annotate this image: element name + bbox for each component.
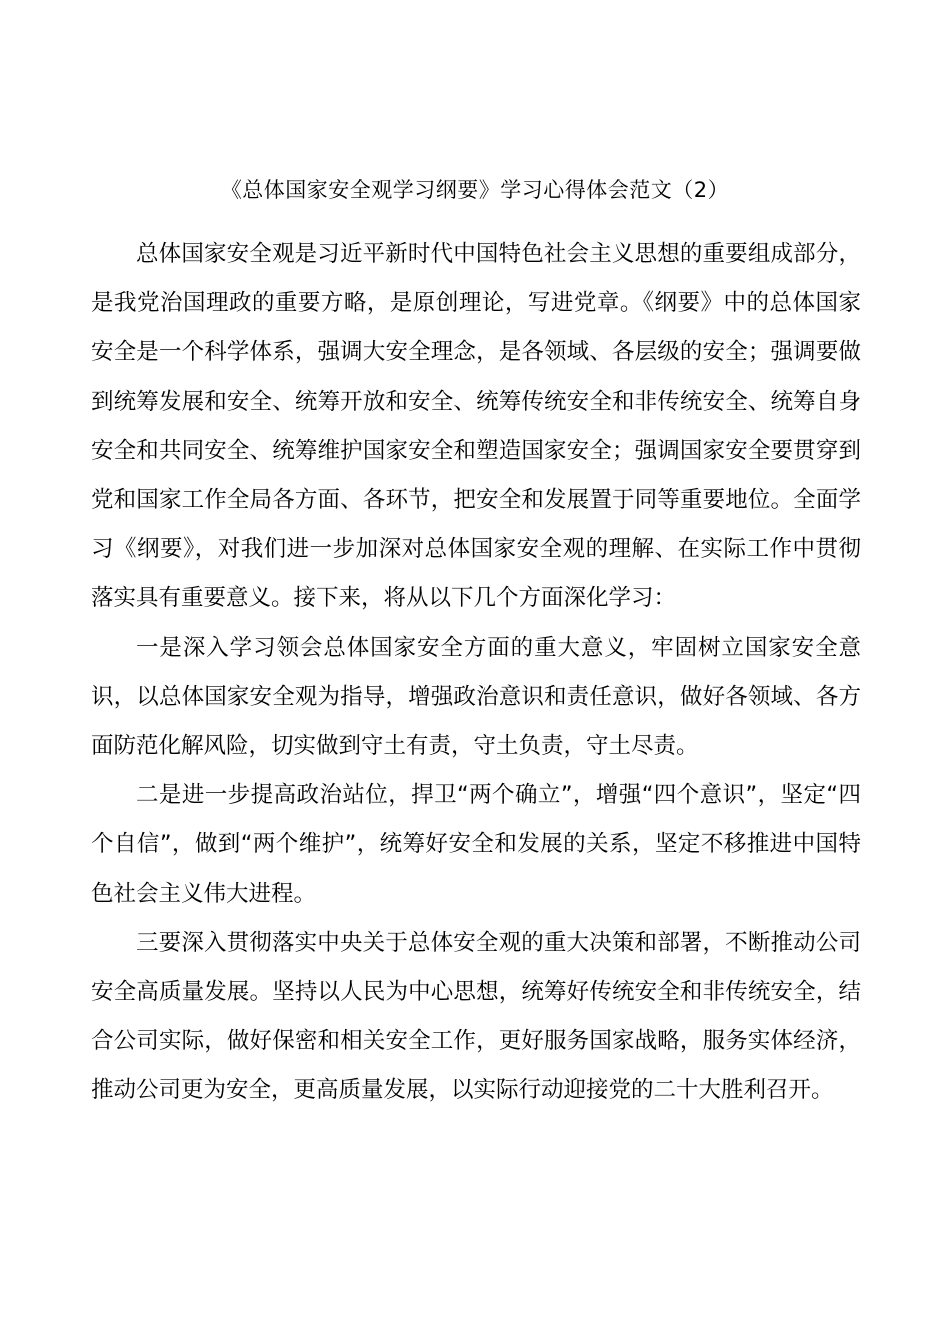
document-title: 《总体国家安全观学习纲要》学习心得体会范文（2） xyxy=(220,178,730,202)
paragraph-point-three: 三要深入贯彻落实中央关于总体安全观的重大决策和部署，不断推动公司安全高质量发展。坚持以人民为中心思想，统筹好传统安全和非传统安全，结合公司实际，做好保密和相关安全工作，更好服务国家战略，服务实体经济，推动公司更为安全，更高质量发展，以实际行动迎接党的二十大胜利召开。 xyxy=(91,929,861,1104)
paragraph-intro: 总体国家安全观是习近平新时代中国特色社会主义思想的重要组成部分，是我党治国理政的重要方略，是原创理论，写进党章。《纲要》中的总体国家安全是一个科学体系，强调大安全理念，是各领域、各层级的安全；强调要做到统筹发展和安全、统筹开放和安全、统筹传统安全和非传统安全、统筹自身安全和共同安全、统筹维护国家安全和塑造国家安全；强调国家安全要贯穿到党和国家工作全局各方面、各环节，把安全和发展置于同等重要地位。全面学习《纲要》，对我们进一步加深对总体国家安全观的理解、在实际工作中贯彻落实具有重要意义。接下来，将从以下几个方面深化学习： xyxy=(91,241,861,612)
paragraph-point-two: 二是进一步提高政治站位，捍卫“两个确立”，增强“四个意识”，坚定“四个自信”，做到“两个维护”，统筹好安全和发展的关系，坚定不移推进中国特色社会主义伟大进程。 xyxy=(91,782,861,907)
paragraph-point-one: 一是深入学习领会总体国家安全方面的重大意义，牢固树立国家安全意识，以总体国家安全观为指导，增强政治意识和责任意识，做好各领域、各方面防范化解风险，切实做到守土有责，守土负责，守土尽责。 xyxy=(91,634,861,760)
document-body xyxy=(91,230,861,1116)
